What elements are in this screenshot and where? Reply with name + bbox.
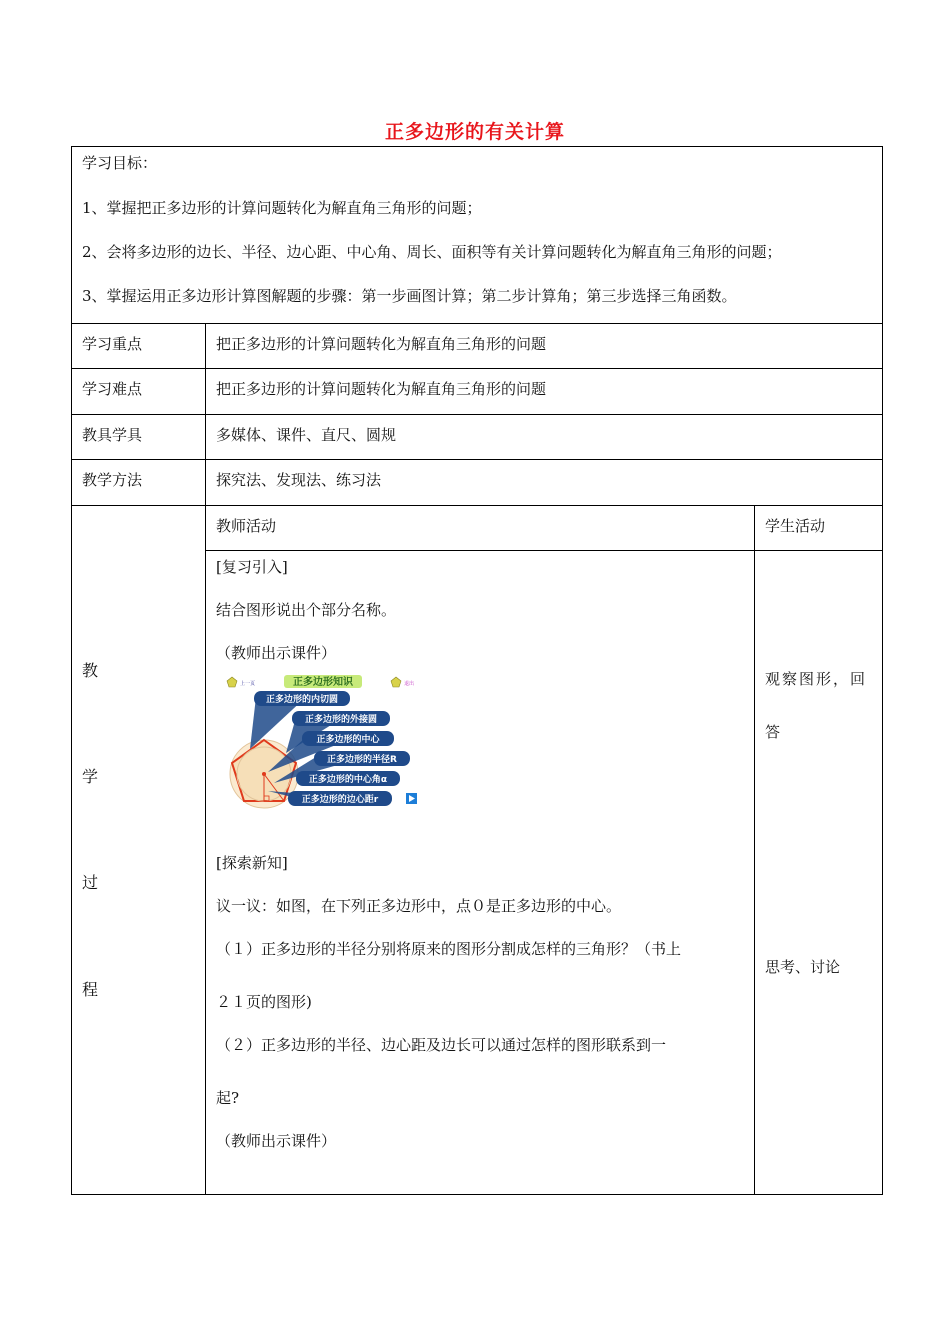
explore-intro: 议一议：如图，在下列正多边形中，点０是正多边形的中心。 (216, 897, 622, 915)
row-label-tools: 教具学具 (72, 415, 206, 460)
row-value-key-points: 把正多边形的计算问题转化为解直角三角形的问题 (206, 324, 883, 369)
process-char: 学 (82, 767, 99, 786)
process-char: 教 (82, 661, 99, 680)
callout-label: 正多边形的中心 (316, 735, 380, 745)
courseware-title: 正多边形知识 (293, 677, 353, 688)
review-text: 结合图形说出个部分名称。 (216, 601, 397, 619)
process-label-cell (72, 506, 206, 1195)
question-1-line-1: （１）正多边形的半径分别将原来的图形分割成怎样的三角形？（书上 (216, 940, 682, 958)
callout-label: 正多边形的外接圆 (304, 715, 378, 725)
row-label-methods: 教学方法 (72, 460, 206, 506)
process-char: 程 (82, 980, 99, 999)
goal-item: 2、会将多边形的边长、半径、边心距、中心角、周长、面积等有关计算问题转化为解直角三角形的问题； (82, 243, 782, 261)
courseware-graphic (216, 673, 426, 821)
review-heading: [复习引入] (216, 558, 288, 576)
row-label-key-points: 学习重点 (72, 324, 206, 369)
student-discuss: 思考、讨论 (765, 958, 841, 976)
review-show: （教师出示课件） (216, 644, 337, 662)
courseware-screenshot (216, 673, 416, 815)
student-activity-cell (755, 551, 883, 1195)
student-answer-line-2: 答 (765, 723, 781, 741)
callout-label: 正多边形的内切圆 (265, 695, 339, 705)
goals-heading: 学习目标： (82, 154, 158, 172)
goal-item: 3、掌握运用正多边形计算图解题的步骤：第一步画图计算；第二步计算角；第三步选择三角函数。 (82, 287, 737, 305)
row-value-methods: 探究法、发现法、练习法 (206, 460, 883, 506)
callout-label: 正多边形的半径R (327, 755, 397, 765)
callout-label: 正多边形的边心距r (301, 795, 379, 805)
question-1-line-2: ２１页的图形) (216, 993, 312, 1011)
row-value-tools: 多媒体、课件、直尺、圆规 (206, 415, 883, 460)
teacher-activity-header: 教师活动 (206, 506, 755, 551)
explore-heading: [探索新知] (216, 854, 288, 872)
lesson-plan-table (71, 146, 883, 1195)
explore-show: （教师出示课件） (216, 1132, 337, 1150)
row-label-difficulties: 学习难点 (72, 369, 206, 415)
process-char: 过 (82, 873, 99, 892)
callout-label: 正多边形的中心角α (308, 775, 388, 785)
question-2-line-1: （２）正多边形的半径、边心距及边长可以通过怎样的图形联系到一 (216, 1036, 667, 1054)
row-value-difficulties: 把正多边形的计算问题转化为解直角三角形的问题 (206, 369, 883, 415)
goal-item: 1、掌握把正多边形的计算问题转化为解直角三角形的问题； (82, 199, 482, 217)
prev-label[interactable]: 上一页 (240, 681, 256, 687)
student-answer-line-1: 观察图形，回 (765, 670, 868, 688)
home-label[interactable]: 退出 (404, 681, 415, 687)
page-title: 正多边形的有关计算 (384, 121, 565, 143)
question-2-line-2: 起? (216, 1089, 240, 1107)
student-activity-header: 学生活动 (755, 506, 883, 551)
teacher-activity-cell (206, 551, 755, 1195)
learning-goals-cell (72, 147, 883, 324)
